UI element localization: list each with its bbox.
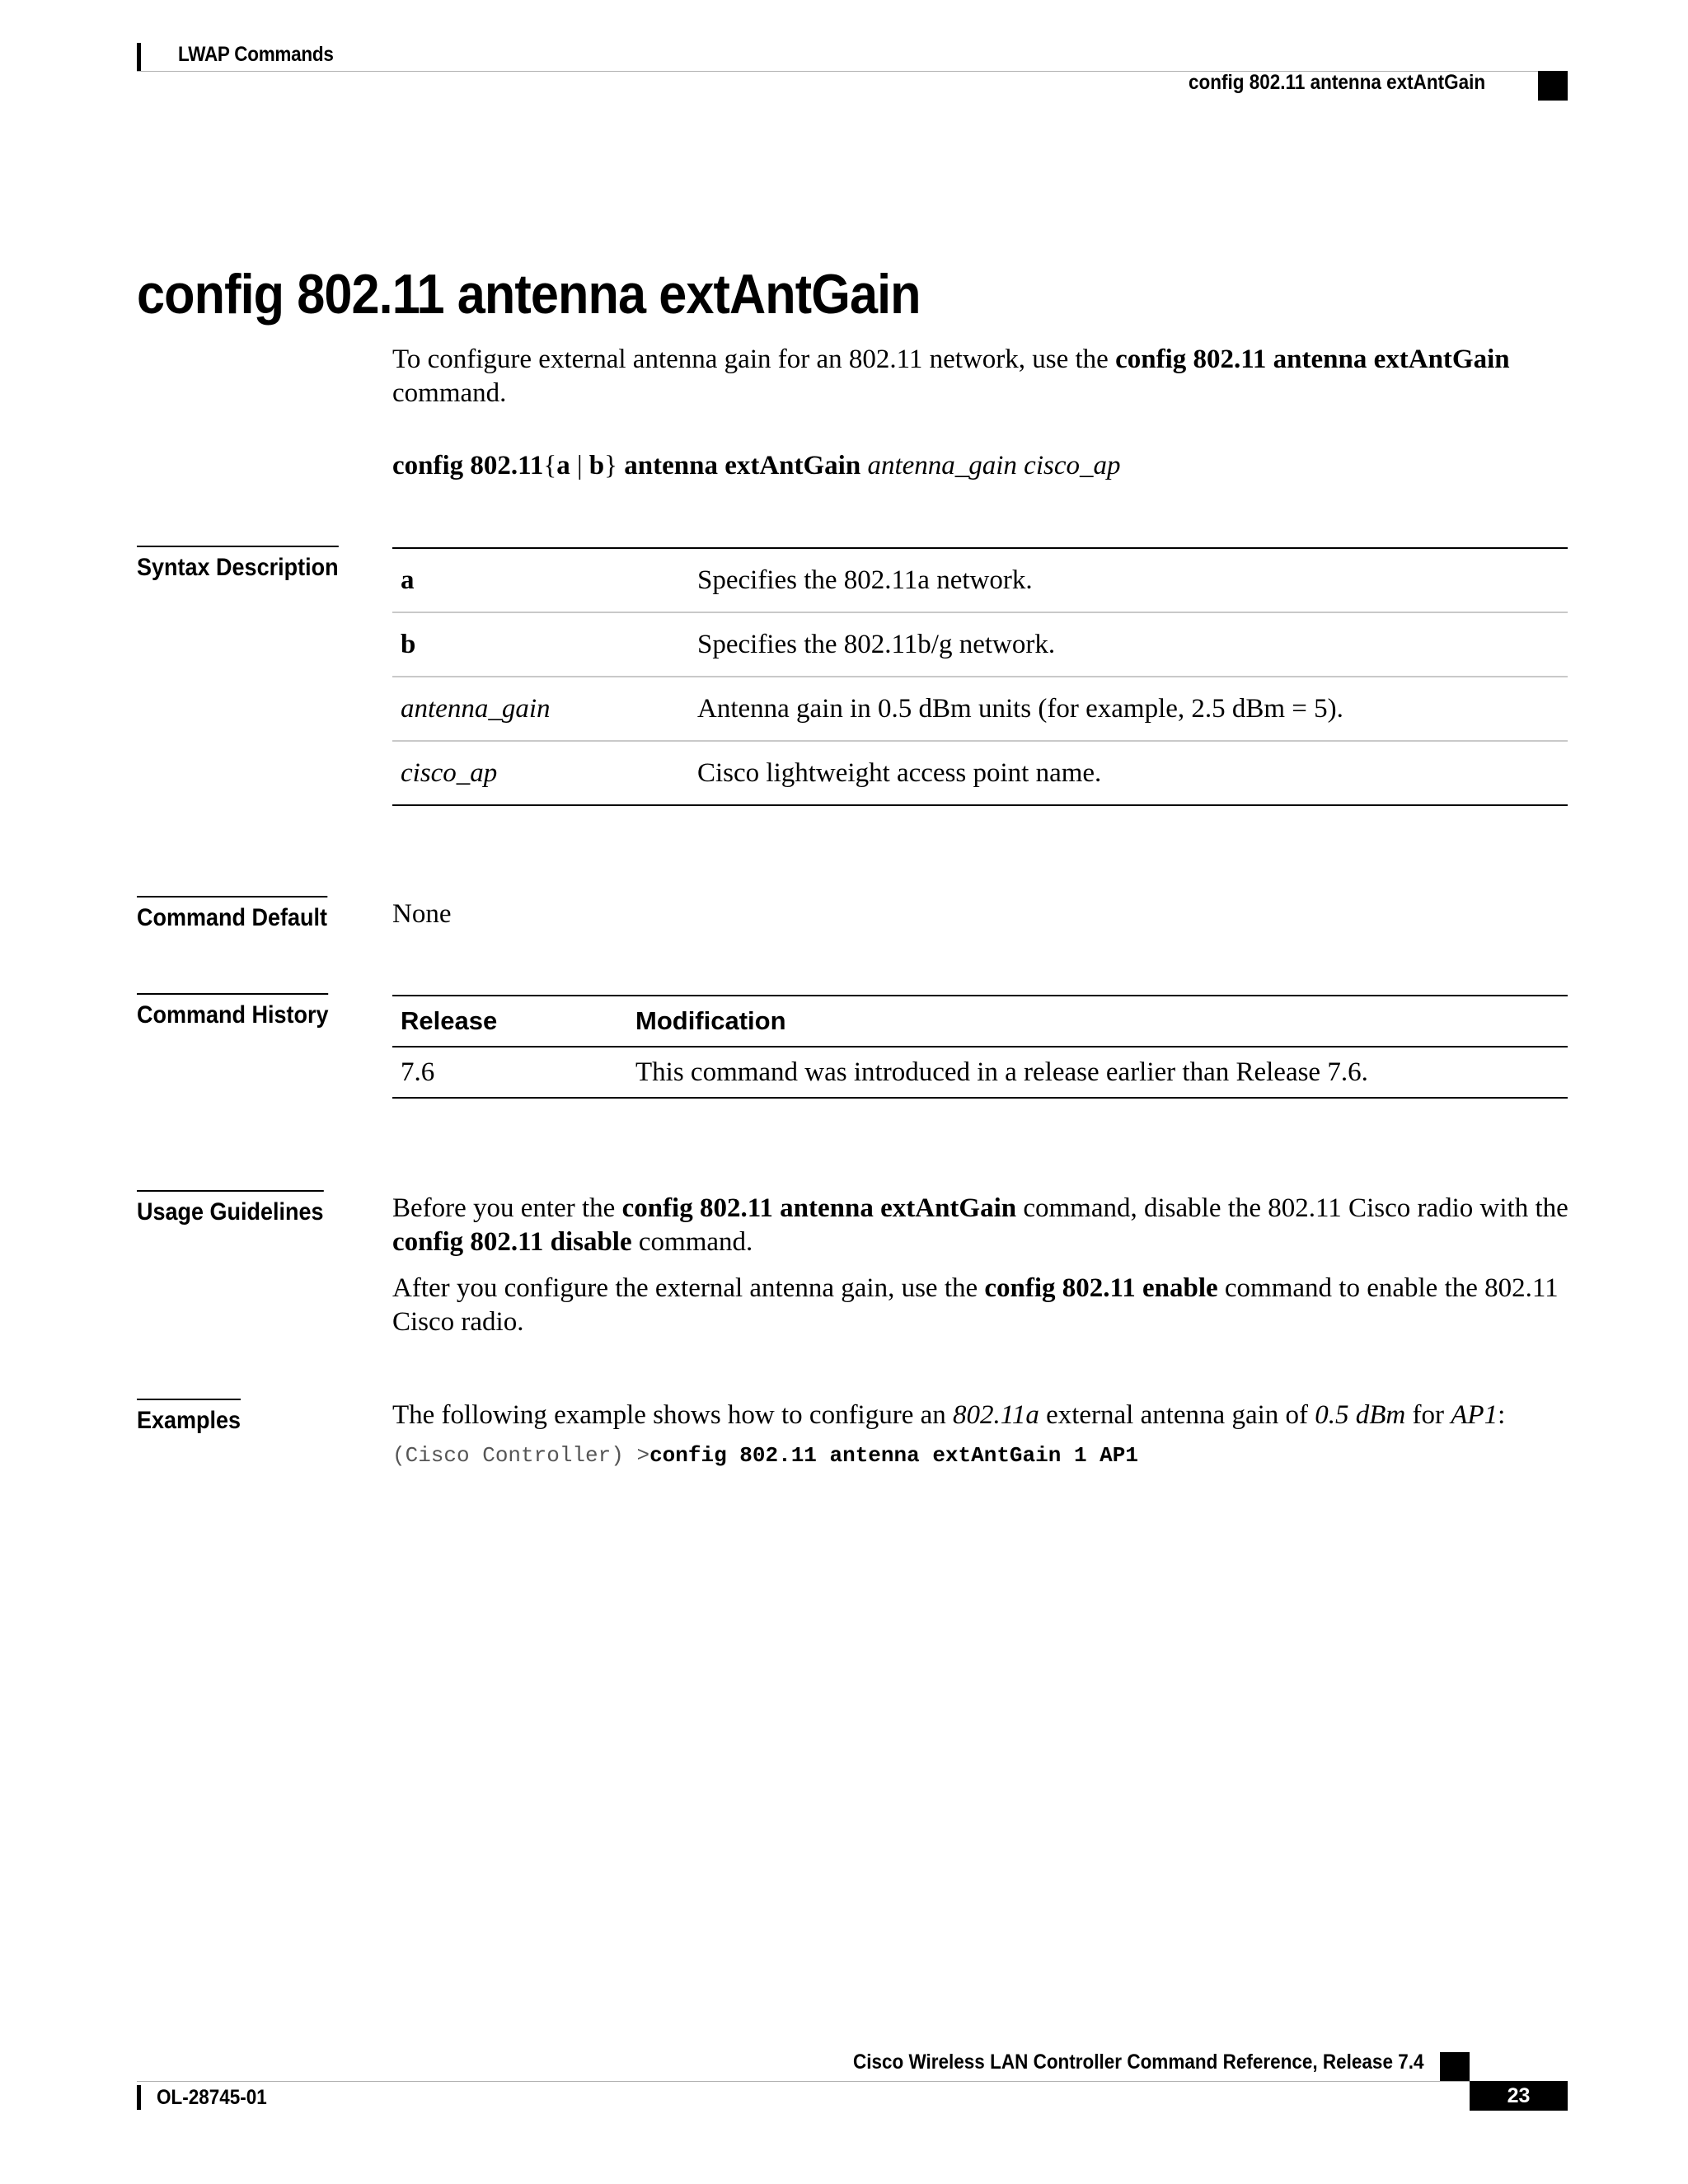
intro-command: config 802.11 antenna extAntGain bbox=[1115, 344, 1510, 374]
header-marker bbox=[1538, 71, 1568, 101]
param-name: b bbox=[401, 629, 416, 659]
footer-doc-number: OL-28745-01 bbox=[157, 2086, 267, 2109]
command-history-table bbox=[392, 995, 1568, 1099]
usage-paragraph-1: Before you enter the config 802.11 antenna extAntGain command, disable the 802.11 Cisco radio with the config 802.11 disable command. bbox=[392, 1193, 1568, 1257]
table-row bbox=[392, 1047, 1568, 1098]
table-row bbox=[392, 677, 1568, 741]
header-section-title: LWAP Commands bbox=[178, 43, 334, 66]
example-code bbox=[392, 1443, 1138, 1468]
footer-marker bbox=[1440, 2052, 1470, 2082]
footer-page-number: 23 bbox=[1470, 2081, 1568, 2111]
usage-paragraph-2: After you configure the external antenna gain, use the config 802.11 enable command to enable the 802.11 Cisco radio. bbox=[392, 1273, 1559, 1337]
table-header-row bbox=[392, 996, 1568, 1047]
table-row bbox=[392, 548, 1568, 612]
header-running-title: config 802.11 antenna extAntGain bbox=[1188, 71, 1485, 94]
label-command-default: Command Default bbox=[137, 896, 327, 932]
command-default-value: None bbox=[392, 899, 452, 929]
table-row bbox=[392, 612, 1568, 677]
param-name: antenna_gain bbox=[401, 693, 551, 724]
syntax-arguments: antenna_gain cisco_ap bbox=[867, 451, 1121, 480]
label-syntax-description: Syntax Description bbox=[137, 546, 339, 582]
header-bar bbox=[137, 43, 141, 71]
page-title: config 802.11 antenna extAntGain bbox=[137, 263, 921, 326]
label-usage-guidelines: Usage Guidelines bbox=[137, 1190, 324, 1226]
code-prompt: (Cisco Controller) > bbox=[392, 1443, 650, 1468]
footer-bar bbox=[137, 2085, 141, 2110]
label-command-history: Command History bbox=[137, 993, 329, 1029]
footer-rule bbox=[137, 2081, 1470, 2082]
intro-paragraph: To configure external antenna gain for an 802.11 network, use the config 802.11 antenna extAntGain command. bbox=[392, 344, 1510, 408]
release-cell: 7.6 bbox=[392, 1047, 627, 1098]
command-syntax: config 802.11{a | b} antenna extAntGain antenna_gain cisco_ap bbox=[392, 451, 1121, 480]
column-header-modification: Modification bbox=[627, 996, 1568, 1047]
example-description: The following example shows how to configure an 802.11a external antenna gain of 0.5 dBm for AP1: bbox=[392, 1400, 1506, 1430]
param-description: Specifies the 802.11a network. bbox=[689, 548, 1568, 612]
footer-book-title: Cisco Wireless LAN Controller Command Reference, Release 7.4 bbox=[852, 2050, 1423, 2074]
param-description: Specifies the 802.11b/g network. bbox=[689, 612, 1568, 677]
label-examples: Examples bbox=[137, 1399, 241, 1435]
table-row bbox=[392, 741, 1568, 805]
param-name: a bbox=[401, 565, 415, 595]
param-description: Cisco lightweight access point name. bbox=[689, 741, 1568, 805]
modification-cell: This command was introduced in a release earlier than Release 7.6. bbox=[627, 1047, 1568, 1098]
param-description: Antenna gain in 0.5 dBm units (for example, 2.5 dBm = 5). bbox=[689, 677, 1568, 741]
code-command: config 802.11 antenna extAntGain 1 AP1 bbox=[649, 1443, 1138, 1468]
syntax-description-table bbox=[392, 547, 1568, 806]
param-name: cisco_ap bbox=[401, 757, 498, 788]
column-header-release: Release bbox=[392, 996, 627, 1047]
